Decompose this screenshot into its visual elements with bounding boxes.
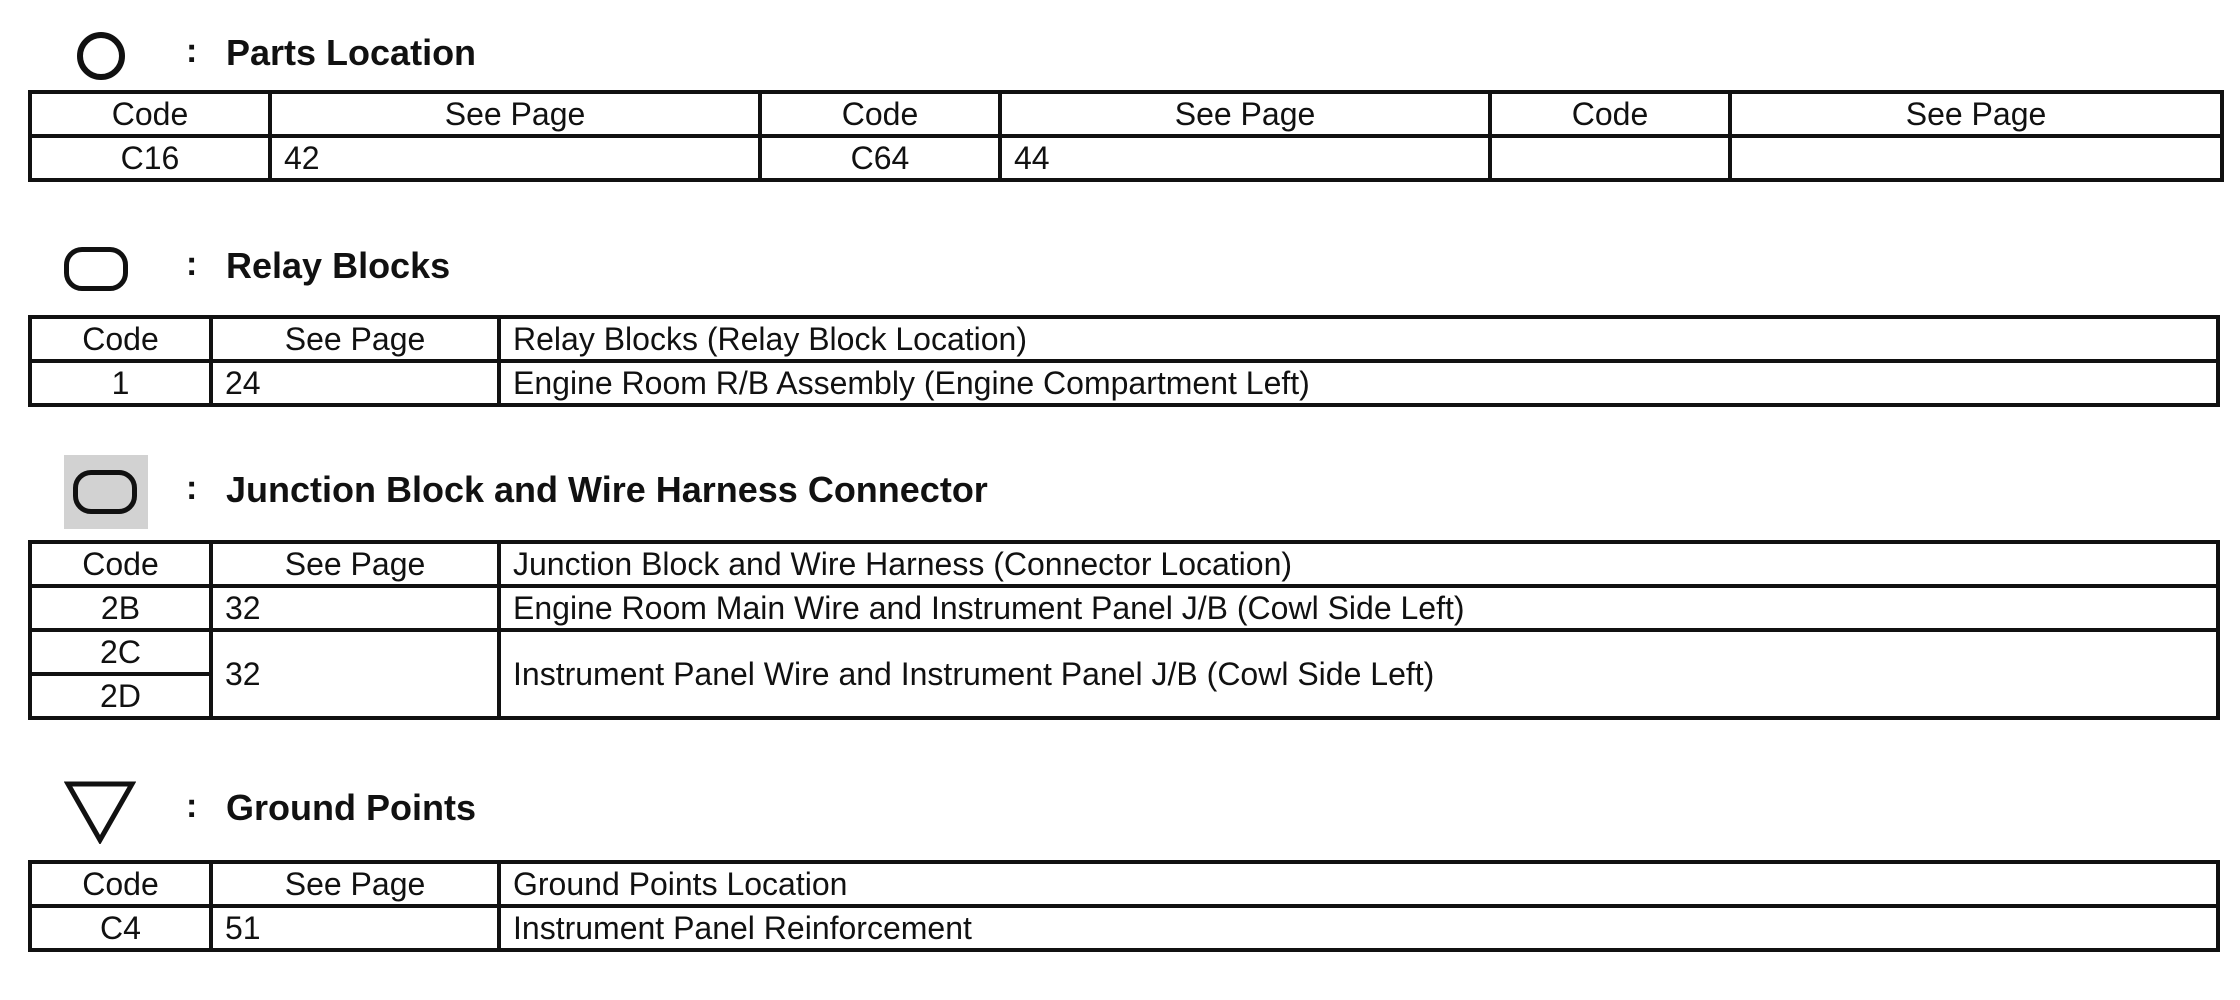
table-row — [30, 586, 2218, 630]
section-title: Junction Block and Wire Harness Connector — [226, 469, 988, 510]
section-title: Parts Location — [226, 32, 477, 73]
circle-symbol-icon — [77, 32, 125, 80]
table-header-row — [30, 317, 2218, 361]
table-header-row — [30, 862, 2218, 906]
page-cell: 42 — [270, 136, 760, 180]
ground-points-header — [0, 775, 1200, 845]
rounded-rectangle-symbol-icon — [64, 247, 128, 291]
description-cell: Instrument Panel Reinforcement — [499, 906, 2218, 950]
description-cell: Engine Room Main Wire and Instrument Panel J/B (Cowl Side Left) — [499, 586, 2218, 630]
header-cell: Relay Blocks (Relay Block Location) — [499, 317, 2218, 361]
relay-blocks-header — [0, 235, 1200, 305]
table-row — [30, 906, 2218, 950]
junction-block-table — [28, 540, 2220, 720]
code-cell — [1490, 136, 1730, 180]
code-cell: 1 — [30, 361, 211, 405]
header-cell: See Page — [1730, 92, 2222, 136]
header-cell: See Page — [270, 92, 760, 136]
section-colon: : — [186, 245, 198, 283]
rounded-rectangle-icon — [73, 470, 137, 514]
table-row — [30, 630, 2218, 674]
header-cell: Code — [30, 542, 211, 586]
section-title: Relay Blocks — [226, 245, 451, 286]
page-cell: 51 — [211, 906, 499, 950]
section-title: Ground Points — [226, 787, 476, 828]
header-cell: Code — [30, 862, 211, 906]
code-cell: 2B — [30, 586, 211, 630]
table-row — [30, 361, 2218, 405]
header-cell: See Page — [211, 542, 499, 586]
table-row — [30, 136, 2222, 180]
header-cell: See Page — [211, 317, 499, 361]
header-cell: Junction Block and Wire Harness (Connector Location) — [499, 542, 2218, 586]
code-cell: 2C — [30, 630, 211, 674]
section-colon: : — [186, 787, 198, 825]
relay-blocks-table — [28, 315, 2220, 407]
header-cell: Code — [1490, 92, 1730, 136]
description-cell: Instrument Panel Wire and Instrument Panel J/B (Cowl Side Left) — [499, 630, 2218, 718]
description-cell: Engine Room R/B Assembly (Engine Compartment Left) — [499, 361, 2218, 405]
table-header-row — [30, 542, 2218, 586]
ground-points-table — [28, 860, 2220, 952]
shaded-rounded-rectangle-symbol-icon — [64, 455, 148, 529]
code-cell: 2D — [30, 674, 211, 718]
page-cell: 32 — [211, 586, 499, 630]
header-cell: Code — [30, 317, 211, 361]
parts-location-header — [0, 20, 1200, 90]
section-colon: : — [186, 469, 198, 507]
header-cell: Ground Points Location — [499, 862, 2218, 906]
table-header-row — [30, 92, 2222, 136]
header-cell: See Page — [1000, 92, 1490, 136]
page-cell: 32 — [211, 630, 499, 718]
page-cell: 24 — [211, 361, 499, 405]
parts-location-table — [28, 90, 2224, 182]
header-cell: Code — [30, 92, 270, 136]
down-triangle-symbol-icon — [64, 780, 136, 844]
header-cell: See Page — [211, 862, 499, 906]
section-colon: : — [186, 32, 198, 70]
header-cell: Code — [760, 92, 1000, 136]
junction-block-header — [0, 455, 1200, 525]
page-cell: 44 — [1000, 136, 1490, 180]
page-cell — [1730, 136, 2222, 180]
code-cell: C64 — [760, 136, 1000, 180]
code-cell: C4 — [30, 906, 211, 950]
code-cell: C16 — [30, 136, 270, 180]
